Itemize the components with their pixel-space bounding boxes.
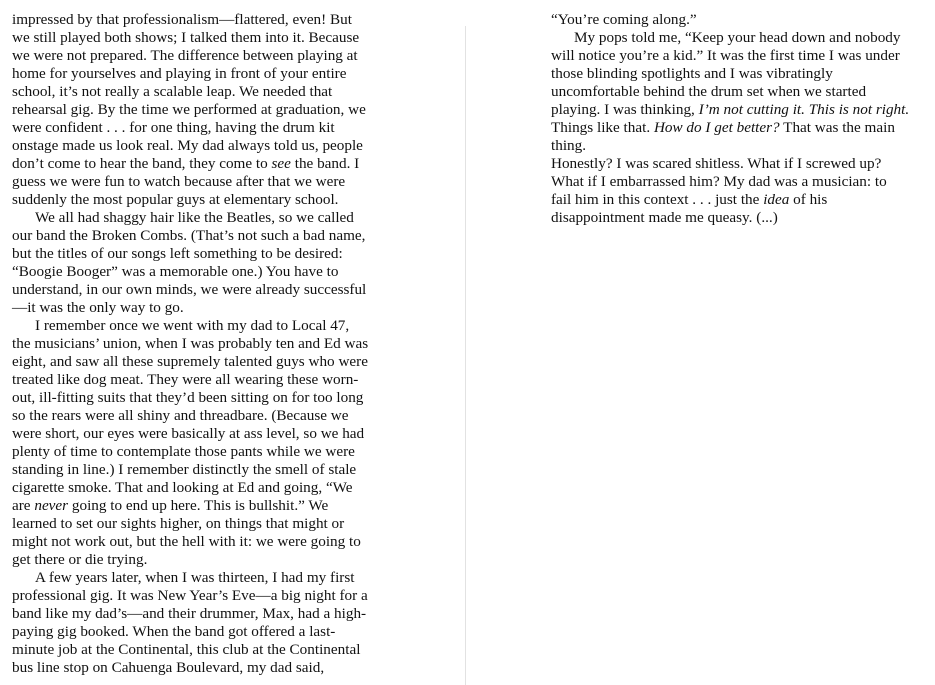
- text-line: [12, 101, 397, 119]
- text-segment: treated like dog meat. They were all wearing these worn-: [12, 371, 359, 388]
- text-line: [12, 551, 397, 569]
- text-segment: plenty of time to contemplate those pants while we were: [12, 443, 355, 460]
- text-segment: suddenly the most popular guys at elementary school.: [12, 191, 339, 208]
- italic-text: never: [34, 497, 69, 514]
- text-line: [551, 173, 931, 191]
- text-line: [12, 263, 397, 281]
- text-line: [12, 65, 397, 83]
- text-line: [12, 371, 397, 389]
- italic-text: I’m not cutting it. This is not right.: [698, 101, 910, 118]
- text-segment: standing in line.) I remember distinctly the smell of stale: [12, 461, 357, 478]
- text-line: [551, 11, 931, 29]
- text-segment: playing. I was thinking,: [551, 101, 699, 118]
- text-line: [12, 605, 397, 623]
- text-segment: so the rears were all shiny and threadbare. (Because we: [12, 407, 349, 424]
- text-segment: fail him in this context . . . just the: [551, 191, 764, 208]
- text-line: [551, 209, 931, 227]
- text-line: [12, 461, 397, 479]
- text-segment: were confident . . . for one thing, having the drum kit: [12, 119, 335, 136]
- text-segment: What if I embarrassed him? My dad was a musician: to: [551, 173, 887, 190]
- text-line: [551, 83, 931, 101]
- text-segment: band like my dad’s—and their drummer, Max, had a high-: [12, 605, 367, 622]
- text-line: [12, 335, 397, 353]
- text-segment: paying gig booked. When the band got offered a last-: [12, 623, 336, 640]
- column-divider: [465, 26, 466, 685]
- text-segment: cigarette smoke. That and looking at Ed and going, “We: [12, 479, 353, 496]
- text-segment: bus line stop on Cahuenga Boulevard, my dad said,: [12, 659, 325, 676]
- text-line: [12, 497, 397, 515]
- text-segment: are: [12, 497, 35, 514]
- text-line: [12, 443, 397, 461]
- italic-text: idea: [763, 191, 790, 208]
- text-segment: we were not prepared. The difference between playing at: [12, 47, 358, 64]
- text-segment: eight, and saw all these supremely talented guys who were: [12, 353, 368, 370]
- right-text-column: [551, 11, 931, 227]
- text-line: [12, 11, 397, 29]
- text-segment: A few years later, when I was thirteen, I had my first: [35, 569, 355, 586]
- text-line: [12, 659, 397, 677]
- text-segment: uncomfortable behind the drum set when we started: [551, 83, 867, 100]
- text-line: [12, 623, 397, 641]
- text-segment: onstage made us look real. My dad always told us, people: [12, 137, 363, 154]
- text-segment: My pops told me, “Keep your head down and nobody: [574, 29, 901, 46]
- text-line: [12, 137, 397, 155]
- text-segment: minute job at the Continental, this club at the Continental: [12, 641, 361, 658]
- text-line: [551, 137, 931, 155]
- text-line: [12, 83, 397, 101]
- text-segment: school, it’s not really a scalable leap. We needed that: [12, 83, 333, 100]
- text-segment: don’t come to hear the band, they come to: [12, 155, 272, 172]
- text-line: [12, 155, 397, 173]
- text-line: [551, 47, 931, 65]
- text-segment: understand, in our own minds, we were already successful: [12, 281, 367, 298]
- text-segment: of his: [789, 191, 828, 208]
- text-segment: disappointment made me queasy. (...): [551, 209, 778, 226]
- text-line: [12, 245, 397, 263]
- text-segment: thing.: [551, 137, 587, 154]
- text-line: [12, 407, 397, 425]
- text-segment: “You’re coming along.”: [551, 11, 697, 28]
- text-segment: will notice you’re a kid.” It was the first time I was under: [551, 47, 900, 64]
- text-line: [551, 119, 931, 137]
- text-segment: learned to set our sights higher, on things that might or: [12, 515, 345, 532]
- text-line: [12, 569, 397, 587]
- text-line: [12, 641, 397, 659]
- text-segment: “Boogie Booger” was a memorable one.) You have to: [12, 263, 339, 280]
- italic-text: How do I get better?: [653, 119, 780, 136]
- text-line: [12, 353, 397, 371]
- text-line: [12, 281, 397, 299]
- text-segment: but the titles of our songs left something to be desired:: [12, 245, 343, 262]
- text-segment: I remember once we went with my dad to Local 47,: [35, 317, 350, 334]
- text-line: [551, 101, 931, 119]
- text-segment: guess we were fun to watch because after that we were: [12, 173, 346, 190]
- text-segment: those blinding spotlights and I was vibratingly: [551, 65, 833, 82]
- text-segment: Things like that.: [551, 119, 654, 136]
- text-line: [12, 209, 397, 227]
- text-line: [12, 29, 397, 47]
- italic-text: see: [271, 155, 291, 172]
- text-line: [12, 533, 397, 551]
- text-segment: get there or die trying.: [12, 551, 148, 568]
- text-segment: our band the Broken Combs. (That’s not such a bad name,: [12, 227, 366, 244]
- text-segment: rehearsal gig. By the time we performed at graduation, we: [12, 101, 366, 118]
- text-line: [551, 155, 931, 173]
- text-line: [12, 191, 397, 209]
- text-segment: we still played both shows; I talked them into it. Because: [12, 29, 360, 46]
- text-segment: were short, our eyes were basically at ass level, so we had: [12, 425, 365, 442]
- text-line: [551, 29, 931, 47]
- left-text-column: [12, 11, 397, 677]
- text-line: [551, 191, 931, 209]
- text-segment: Honestly? I was scared shitless. What if I screwed up?: [551, 155, 882, 172]
- text-segment: That was the main: [779, 119, 895, 136]
- text-segment: professional gig. It was New Year’s Eve—a big night for a: [12, 587, 368, 604]
- text-line: [12, 173, 397, 191]
- text-line: [12, 227, 397, 245]
- text-line: [12, 515, 397, 533]
- text-segment: the band. I: [290, 155, 360, 172]
- text-line: [551, 65, 931, 83]
- text-segment: impressed by that professionalism—flattered, even! But: [12, 11, 352, 28]
- text-segment: We all had shaggy hair like the Beatles, so we called: [35, 209, 354, 226]
- text-line: [12, 425, 397, 443]
- text-segment: the musicians’ union, when I was probably ten and Ed was: [12, 335, 369, 352]
- text-line: [12, 389, 397, 407]
- text-segment: might not work out, but the hell with it: we were going to: [12, 533, 361, 550]
- text-line: [12, 119, 397, 137]
- text-line: [12, 317, 397, 335]
- text-segment: out, ill-fitting suits that they’d been sitting on for too long: [12, 389, 364, 406]
- text-segment: —it was the only way to go.: [12, 299, 184, 316]
- text-line: [12, 587, 397, 605]
- text-segment: going to end up here. This is bullshit.” We: [68, 497, 329, 514]
- text-line: [12, 479, 397, 497]
- text-line: [12, 47, 397, 65]
- text-segment: home for yourselves and playing in front of your entire: [12, 65, 347, 82]
- text-line: [12, 299, 397, 317]
